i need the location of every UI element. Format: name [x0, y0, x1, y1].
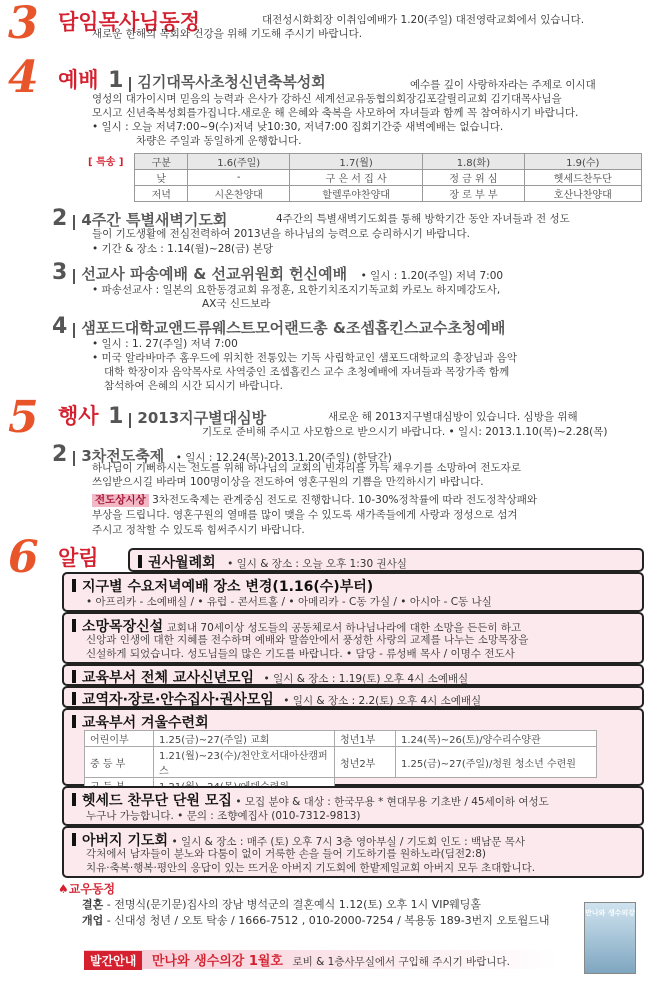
samford-line-2: • 미국 알라바마주 홈우드에 위치한 전통있는 기독 사립학교인 샘포드대학교의 총장님과 음악 — [92, 352, 518, 364]
table-cell: 중 등 부 — [85, 747, 154, 778]
notice-box-7-title: 헷세드 찬무단 단원 모집 — [72, 793, 232, 809]
divider-bar — [129, 413, 131, 428]
event-item-1-title: 2013지구별대심방 — [137, 409, 267, 427]
table-cell: 할렐루야찬양대 — [289, 186, 422, 202]
notice-box-5-title: 교역자·장로·안수집사·권사모임 — [72, 692, 274, 708]
worship-item-2-title: 4주간 특별새벽기도회 — [81, 211, 228, 229]
news-wedding — [82, 898, 481, 911]
pastor-line-1: 대전성시화회장 이취임예배가 1.20(주일) 대전영락교회에서 있습니다. — [262, 14, 585, 26]
news-wedding-text: - 전명식(문기문)집사의 장남 병석군의 결혼예식 1.12(토) 오후 1시 VIP웨딩홀 — [106, 898, 482, 911]
table-cell: 호산나찬양대 — [524, 186, 641, 202]
event-item-2-title: 3차전도축제 — [81, 447, 165, 465]
revival-line-2: 영성의 대가이시며 믿음의 능력과 은사가 강하신 세계선교유동협의회장김포갈릴리교회 김기대목사님을 — [92, 93, 562, 105]
section-title-event: 행사 — [58, 404, 99, 428]
revival-line-4: • 일시 : 오늘 저녁7:00~9(수)저녁 낮10:30, 저녁7:00 집회기간중 새벽예배는 없습니다. — [92, 121, 504, 133]
special-song-table — [134, 153, 642, 202]
worship-item-3-header — [52, 260, 503, 285]
worship-item-4-header — [52, 314, 505, 339]
table-cell: - — [188, 170, 289, 186]
samford-line-4: 참석하여 은혜의 시간 되시기 바랍니다. — [104, 380, 283, 392]
worship-item-4-title: 샘포드대학교앤드류웨스트모어랜드총 &조셉홉킨스교수초청예배 — [81, 319, 506, 337]
revival-line-1: 예수를 깊이 사랑하자라는 주제로 이시대 — [410, 79, 596, 91]
table-cell: 어린이부 — [85, 731, 154, 747]
notice-box-8-line-3: 치유·축복·행복·평안의 응답이 있는 뜨거운 아버지 기도회에 한밭제일교회 아버지 모두 초대합니다. — [86, 862, 536, 874]
dawn-line-1: 4주간의 특별새벽기도회를 통해 방학기간 동안 자녀들과 전 성도 — [276, 213, 570, 225]
notice-box-4 — [62, 664, 644, 686]
section-title-worship: 예배 — [58, 68, 99, 92]
section-title-pastor: 담임목사님동정 — [58, 10, 201, 34]
table-header-cell: 1.6(주일) — [188, 154, 289, 170]
notice-box-4-info: • 일시 & 장소 : 1.19(토) 오후 4시 소예배실 — [263, 673, 469, 685]
footer-text: 로비 & 1층사무실에서 구입해 주시기 바랍니다. — [292, 956, 510, 968]
notice-box-4-title: 교육부서 전체 교사신년모임 — [72, 670, 254, 686]
evangelism-date: • 일시 : 12.24(목)-2013.1.20(주일) (한달간) — [175, 452, 392, 464]
news-title: 교우동정 — [68, 882, 116, 896]
mission-line-1: • 파송선교사 : 일본의 요한동경교회 유정훈, 요한기치조지기독교회 카로노 하지메강도사, — [92, 284, 501, 296]
worship-item-2-number: 2 — [52, 206, 68, 231]
notice-box-4-row — [72, 667, 468, 687]
section-number-6: 6 — [8, 532, 39, 583]
notice-box-8 — [62, 826, 644, 878]
section-number-4: 4 — [8, 52, 39, 103]
visit-line-1: 새로운 해 2013지구별대심방이 있습니다. 심방을 위해 — [328, 411, 578, 423]
evangelism-line-1: 하나님이 기뻐하시는 전도를 위해 하나님의 교회의 빈자리를 가득 채우기를 소망하여 전도자로 — [92, 462, 521, 474]
notice-box-2 — [62, 572, 644, 612]
notice-box-1-row — [138, 552, 407, 572]
event-item-2-number: 2 — [52, 442, 68, 467]
table-cell: 구 은 서 집 사 — [289, 170, 422, 186]
notice-box-6 — [62, 708, 644, 786]
divider-bar — [73, 451, 75, 466]
divider-bar — [129, 77, 131, 92]
event-item-1-number: 1 — [108, 404, 124, 429]
table-header-cell: 1.9(수) — [524, 154, 641, 170]
table-cell: 시온찬양대 — [188, 186, 289, 202]
award-line-3: 주시고 정착할 수 있도록 힘써주시기 바랍니다. — [92, 524, 305, 536]
notice-box-7-row — [72, 790, 549, 810]
news-header — [58, 880, 115, 897]
table-cell: 장 로 부 부 — [423, 186, 524, 202]
notice-box-7-line-1: • 모집 분야 & 대상 : 한국무용 * 현대무용 기초반 / 45세이하 여성도 — [235, 796, 549, 808]
notice-box-5 — [62, 686, 644, 708]
table-header-row — [135, 154, 642, 170]
notice-box-5-info: • 일시 & 장소 : 2.2(토) 오후 4시 소예배실 — [283, 695, 482, 707]
revival-line-5: 차량은 주일과 동일하게 운행합니다. — [136, 135, 302, 147]
award-line-2: 부상을 드립니다. 영혼구원의 열매를 많이 맺을 수 있도록 새가족들에게 사랑과 정성으로 섬겨 — [92, 509, 518, 521]
section-number-3: 3 — [8, 0, 39, 49]
special-song-text: 특송 — [96, 157, 116, 168]
notice-box-3 — [62, 612, 644, 664]
worship-item-1-title: 김기대목사초청신년축복성회 — [137, 73, 326, 91]
notice-box-8-line-1: • 일시 & 장소 : 매주 (토) 오후 7시 3층 영아부실 / 기도회 인도 : 백남문 목사 — [171, 836, 526, 848]
notice-box-1-info: • 일시 & 장소 : 오늘 오후 1:30 권사실 — [227, 558, 407, 570]
notice-box-3-line-2: 신앙과 인생에 대한 지혜를 전수하며 예배와 말씀안에서 풍성한 사랑의 교제를 나누는 소망목장을 — [86, 634, 529, 646]
news-wedding-label: 결혼 — [82, 898, 104, 911]
footer-label: 발간안내 — [84, 951, 142, 970]
news-opening — [82, 914, 550, 927]
notice-box-8-title: 아버지 기도회 — [72, 833, 168, 849]
table-header-cell: 구분 — [135, 154, 188, 170]
notice-box-2-info: • 아프리카 - 소예배실 / • 유럽 - 콘서트홀 / • 아메리카 - C동 가실 / • 아시아 - C동 나실 — [86, 596, 492, 608]
dawn-line-3: • 기간 & 장소 : 1.14(월)~28(금) 본당 — [92, 243, 274, 255]
evangelism-award-line — [92, 494, 537, 507]
table-header-cell: 1.8(화) — [423, 154, 524, 170]
magazine-cover-image — [584, 902, 636, 974]
table-cell: 청년1부 — [335, 731, 396, 747]
mission-date: • 일시 : 1.20(주일) 저녁 7:00 — [360, 270, 504, 282]
samford-line-1: • 일시 : 1. 27(주일) 저녁 7:00 — [92, 338, 238, 350]
table-row — [85, 747, 597, 778]
notice-box-7-line-2: 누구나 가능합니다. • 문의 : 조향예집사 (010-7312-9813) — [86, 810, 361, 822]
table-cell: 정 금 위 심 — [423, 170, 524, 186]
table-cell: 1.21(월)~23(수)/천안호서대아산캠퍼스 — [154, 747, 335, 778]
revival-line-3: 모시고 신년축복성회를가집니다.새로운 해 은혜와 축복을 사모하여 자녀들과 함께 꼭 참여하시기 바랍니다. — [92, 107, 579, 119]
footer-banner — [84, 950, 558, 969]
notice-box-1-title: 권사월례회 — [138, 555, 216, 571]
table-header-cell: 1.7(월) — [289, 154, 422, 170]
table-cell: 저녁 — [135, 186, 188, 202]
samford-line-3: 대학 학장이자 음악목사로 사역중인 조셉홉킨스 교수 초청예배에 자녀들과 목장가족 함께 — [104, 366, 510, 378]
divider-bar — [73, 215, 75, 230]
notice-box-2-title: 지구별 수요저녁예배 장소 변경(1.16(수)부터) — [72, 576, 373, 596]
table-cell: 낮 — [135, 170, 188, 186]
notice-box-7 — [62, 786, 644, 826]
news-opening-label: 개업 — [82, 914, 104, 927]
notice-box-6-title: 교육부서 겨울수련회 — [72, 712, 209, 732]
worship-item-3-number: 3 — [52, 260, 68, 285]
section-title-notice: 알림 — [58, 546, 99, 570]
notice-box-3-line-3: 신설하게 되었습니다. 성도님들의 많은 기도를 바랍니다. • 담당 - 류성배 목사 / 이명수 전도사 — [86, 648, 515, 660]
evangelism-line-2: 쓰임받으시길 바라며 100명이상을 전도하여 영혼구원의 기쁨을 만끽하시기 바랍니다. — [92, 476, 484, 488]
mission-line-2: AX국 신드보라 — [202, 298, 271, 310]
retreat-table — [84, 730, 597, 794]
table-cell: 청년2부 — [335, 747, 396, 778]
spade-icon: ♠ — [58, 882, 69, 896]
notice-box-3-title: 소망목장신설 — [72, 619, 163, 635]
notice-box-5-row — [72, 689, 481, 709]
dawn-line-2: 들이 기도생활에 전심전력하여 2013년을 하나님의 능력으로 승리하시기 바랍니다. — [92, 228, 470, 240]
divider-bar — [73, 269, 75, 284]
table-cell: 헷세드찬두단 — [524, 170, 641, 186]
footer-highlight: 만나와 생수의강 1월호 — [151, 954, 283, 969]
award-line-1: 3차전도축제는 관계중심 전도로 진행합니다. 10-30%정착률에 따라 전도정착상패와 — [152, 494, 538, 506]
news-opening-text: - 신대성 청년 / 오토 탁송 / 1666-7512 , 010-2000-7254 / 복용동 189-3번지 오토월드내 — [106, 914, 550, 927]
special-song-label: [ 특송 ] — [88, 157, 124, 168]
worship-item-1-number: 1 — [108, 68, 124, 93]
notice-box-8-line-2: 각처에서 남자들이 분노와 다툼이 없이 거룩한 손을 들어 기도하기를 원하노라(딤전2:8) — [86, 848, 486, 860]
award-badge: 전도상시상 — [92, 494, 149, 507]
worship-item-3-title: 선교사 파송예배 & 선교위원회 헌신예배 — [81, 265, 348, 283]
worship-item-4-number: 4 — [52, 314, 68, 339]
notice-box-3-line-1: 교회내 70세이상 성도들의 공동체로서 하나님나라에 대한 소망을 든든히 하고 — [166, 622, 522, 634]
pastor-line-2: 새로운 한해의 목회와 건강을 위해 기도해 주시기 바랍니다. — [92, 28, 363, 40]
visit-line-2: 기도로 준비해 주시고 사모함으로 받으시기 바랍니다. • 일시: 2013.1.10(목)~2.28(목) — [202, 426, 608, 438]
table-row — [85, 731, 597, 747]
worship-header — [58, 64, 326, 94]
table-row — [135, 186, 642, 202]
notice-box-1 — [128, 548, 644, 572]
table-cell: 1.24(목)~26(토)/양수리수양관 — [396, 731, 597, 747]
divider-bar — [73, 323, 75, 338]
table-cell: 1.25(금)~27(주일) 교회 — [154, 731, 335, 747]
section-number-5: 5 — [8, 392, 39, 443]
table-cell: 1.25(금)~27(주일)/청원 청소년 수련원 — [396, 747, 597, 778]
magazine-cover-title: 만나와 생수의강 — [585, 909, 635, 917]
table-row — [135, 170, 642, 186]
